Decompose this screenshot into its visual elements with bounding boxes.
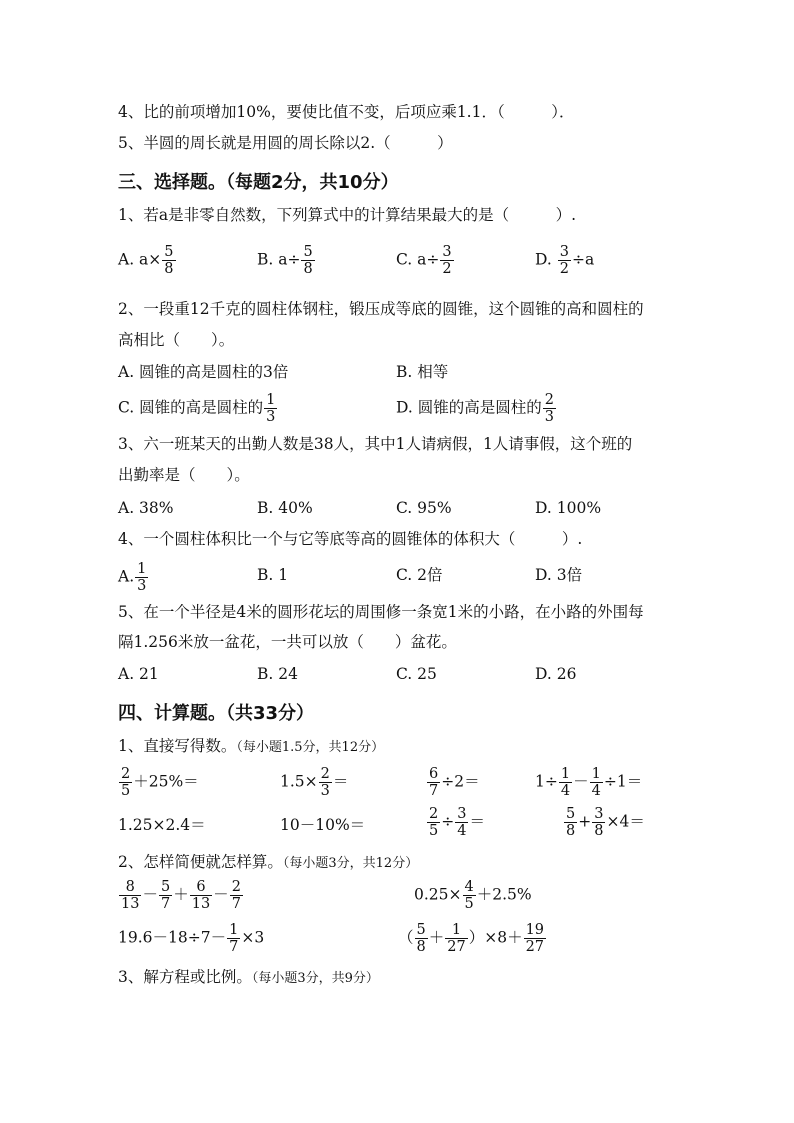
fraction: $\frac{6}{13}$ [191,879,211,912]
fraction: $\frac{1}{7}$ [229,922,239,955]
fraction: $\frac{1}{3}$ [266,392,276,425]
choice-q1-option-c: C. a÷ $\frac{3}{2}$ [396,244,452,277]
calc-simplify-3: 19.6－18÷7－ $\frac{1}{7}$ ×3 [118,922,265,955]
calc-simplify-2: 0.25× $\frac{4}{5}$ ＋2.5% [414,879,532,912]
choice-q4-option-b: B. 1 [257,566,289,584]
choice-q3-option-d: D. 100% [535,499,602,517]
fraction: $\frac{1}{4}$ [591,766,601,799]
choice-q2-stem-line1: 2、一段重12千克的圆柱体钢柱，锻压成等底的圆锥，这个圆锥的高和圆柱的 [118,300,644,318]
fraction: $\frac{1}{4}$ [560,766,571,799]
fraction: $\frac{5}{8}$ [164,244,174,277]
choice-q4-option-c: C. 2倍 [396,566,443,584]
choice-q5-option-b: B. 24 [257,665,298,683]
choice-q5-option-c: C. 25 [396,665,437,683]
choice-q1-option-d: D. $\frac{3}{2}$ ÷a [535,244,595,277]
choice-q5-option-a: A. 21 [118,665,159,683]
fraction: $\frac{5}{7}$ [160,879,171,912]
calc-sub3-title: 3、解方程或比例。（每小题3分，共9分） [118,968,379,986]
calc-expr-3: $\frac{6}{7}$ ÷2＝ [429,766,480,799]
calc-expr-5: 1.25×2.4＝ [118,816,206,834]
judge-question-4: 4、比的前项增加10%，要使比值不变，后项应乘1.1．（ ）． [118,103,575,121]
choice-q1-option-a: A. a× $\frac{5}{8}$ [118,244,174,277]
judge-question-5: 5、半圆的周长就是用圆的周长除以2.（ ） [118,134,453,152]
fraction: $\frac{3}{4}$ [457,806,467,839]
choice-q2-stem-line2: 高相比（ ）。 [118,331,235,349]
fraction: $\frac{2}{3}$ [544,392,554,425]
choice-q4-option-a: A. $\frac{1}{3}$ [118,561,147,594]
fraction: $\frac{2}{5}$ [121,766,131,799]
fraction: $\frac{4}{5}$ [464,879,474,912]
choice-q3-stem-line1: 3、六一班某天的出勤人数是38人，其中1人请病假，1人请事假，这个班的 [118,435,633,453]
calc-expr-4: 1÷ $\frac{1}{4}$ － $\frac{1}{4}$ ÷1＝ [535,766,643,799]
choice-q2-option-a: A. 圆锥的高是圆柱的3倍 [118,363,289,381]
calc-simplify-4: （ $\frac{5}{8}$ ＋ $\frac{1}{27}$ ）×8＋ $\frac{19}{27}$ [398,922,545,955]
fraction: $\frac{19}{27}$ [525,922,545,955]
fraction: $\frac{3}{2}$ [442,244,452,277]
choice-q5-stem-line1: 5、在一个半径是4米的圆形花坛的周围修一条宽1米的小路，在小路的外围每 [118,603,644,621]
calc-expr-8: $\frac{5}{8}$ + $\frac{3}{8}$ ×4＝ [566,806,645,839]
section-title-choice: 三、选择题。（每题2分，共10分） [118,172,399,193]
choice-q4-stem: 4、一个圆柱体积比一个与它等底等高的圆锥体的体积大（ ）. [118,530,583,548]
choice-q2-option-c: C. 圆锥的高是圆柱的 $\frac{1}{3}$ [118,392,276,425]
fraction: $\frac{1}{3}$ [137,561,147,594]
calc-sub2-title: 2、怎样简便就怎样算。（每小题3分，共12分） [118,853,419,871]
choice-q2-option-d: D. 圆锥的高是圆柱的 $\frac{2}{3}$ [396,392,554,425]
fraction: $\frac{6}{7}$ [429,766,439,799]
calc-expr-2: 1.5× $\frac{2}{3}$ ＝ [280,766,349,799]
fraction: $\frac{3}{2}$ [559,244,569,277]
choice-q4-option-d: D. 3倍 [535,566,583,584]
fraction: $\frac{5}{8}$ [416,922,426,955]
fraction: $\frac{3}{8}$ [594,806,604,839]
calc-simplify-1: $\frac{8}{13}$ － $\frac{5}{7}$ ＋ $\frac{6}{13}$ － $\frac{2}{7}$ [121,879,241,912]
fraction: $\frac{2}{7}$ [231,879,241,912]
fraction: $\frac{2}{3}$ [320,766,330,799]
choice-q3-stem-line2: 出勤率是（ ）。 [118,466,250,484]
choice-q2-option-b: B. 相等 [396,363,449,381]
choice-q5-stem-line2: 隔1.256米放一盆花，一共可以放（ ）盆花。 [118,633,457,651]
fraction: $\frac{5}{8}$ [303,244,313,277]
choice-q3-option-a: A. 38% [118,499,174,517]
choice-q5-option-d: D. 26 [535,665,577,683]
choice-q1-stem: 1、若a是非零自然数，下列算式中的计算结果最大的是（ ）. [118,206,577,224]
fraction: $\frac{1}{27}$ [447,922,466,955]
fraction: $\frac{8}{13}$ [121,879,140,912]
calc-sub1-title: 1、直接写得数。（每小题1.5分，共12分） [118,737,385,755]
calc-expr-6: 10－10%＝ [280,816,366,834]
fraction: $\frac{2}{5}$ [429,806,439,839]
calc-expr-7: $\frac{2}{5}$ ÷ $\frac{3}{4}$ ＝ [429,806,485,839]
section-title-calc: 四、计算题。（共33分） [118,703,315,724]
choice-q1-option-b: B. a÷ $\frac{5}{8}$ [257,244,313,277]
calc-expr-1: $\frac{2}{5}$ ＋25%＝ [121,766,199,799]
choice-q3-option-b: B. 40% [257,499,313,517]
choice-q3-option-c: C. 95% [396,499,452,517]
fraction: $\frac{5}{8}$ [566,806,576,839]
